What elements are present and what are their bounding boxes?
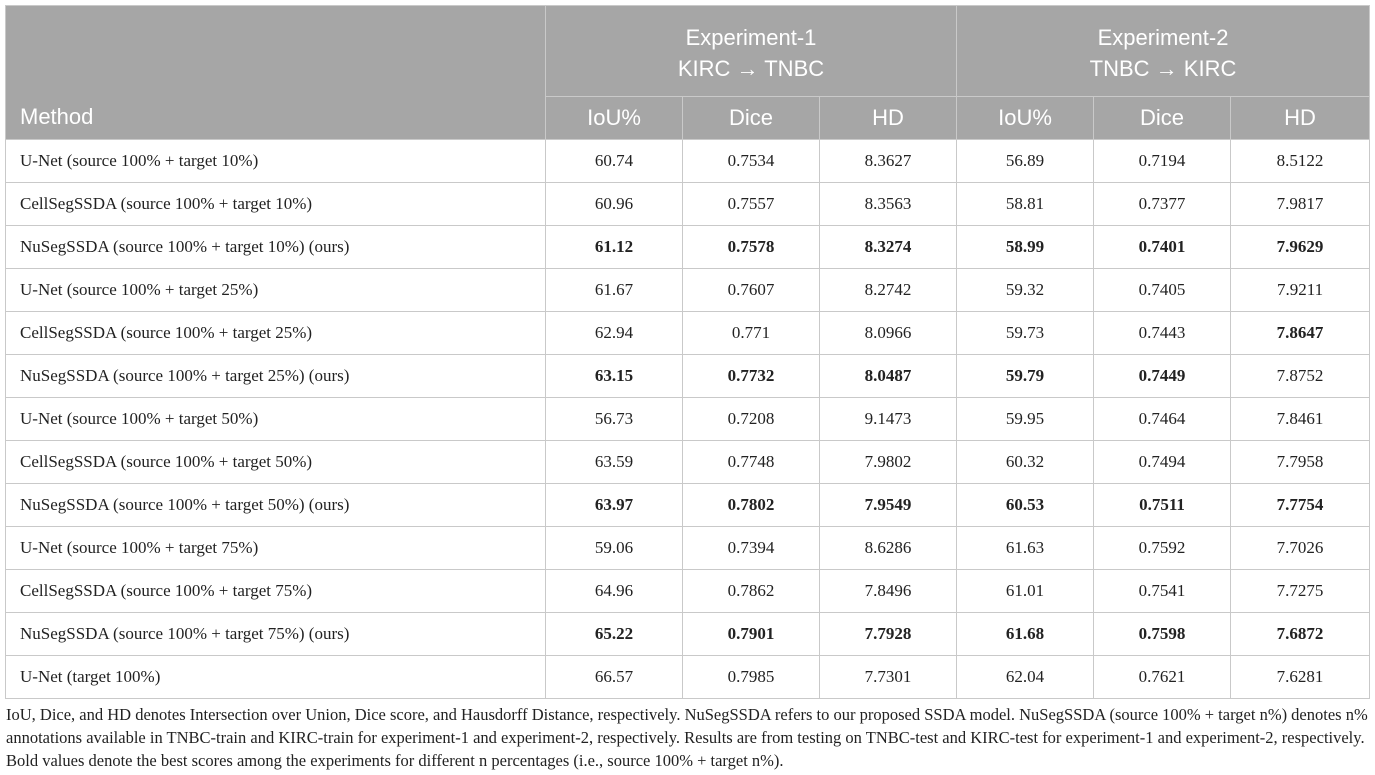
value-cell-exp2-dice: 0.7541 (1094, 570, 1231, 613)
value-cell-exp2-dice: 0.7592 (1094, 527, 1231, 570)
table-row (6, 269, 1370, 312)
value-cell-exp2-hd: 7.9629 (1231, 226, 1370, 269)
value-cell-exp2-hd: 8.5122 (1231, 140, 1370, 183)
header-exp1-dice: Dice (683, 97, 820, 140)
value-cell-exp2-iou: 59.73 (957, 312, 1094, 355)
method-cell: NuSegSSDA (source 100% + target 50%) (ours) (6, 484, 546, 527)
method-cell: U-Net (source 100% + target 75%) (6, 527, 546, 570)
method-cell: NuSegSSDA (source 100% + target 25%) (ours) (6, 355, 546, 398)
results-table-container (5, 5, 1369, 699)
value-cell-exp2-dice: 0.7194 (1094, 140, 1231, 183)
value-cell-exp2-hd: 7.6872 (1231, 613, 1370, 656)
value-cell-exp2-dice: 0.7405 (1094, 269, 1231, 312)
value-cell-exp2-dice: 0.7511 (1094, 484, 1231, 527)
value-cell-exp2-iou: 59.32 (957, 269, 1094, 312)
method-cell: U-Net (source 100% + target 10%) (6, 140, 546, 183)
table-footnote: IoU, Dice, and HD denotes Intersection over Union, Dice score, and Hausdorff Distance, respectively. NuSegSSDA refers to our proposed SSDA model. NuSegSSDA (source 100% + target n%) denotes n% annotations available in TNBC-train and KIRC-train for experiment-1 and experiment-2, respectively. Results are from testing on TNBC-test and KIRC-test for experiment-1 and experiment-2, respectively. Bold values denote the best scores among the experiments for different n percentages (i.e., source 100% + target n%). (6, 705, 1368, 770)
value-cell-exp2-hd: 7.6281 (1231, 656, 1370, 699)
value-cell-exp2-dice: 0.7401 (1094, 226, 1231, 269)
table-row (6, 613, 1370, 656)
value-cell-exp1-dice: 0.7578 (683, 226, 820, 269)
value-cell-exp1-iou: 61.67 (546, 269, 683, 312)
value-cell-exp1-hd: 8.3627 (820, 140, 957, 183)
experiment-2-subtitle: TNBC → KIRC (1089, 56, 1237, 81)
value-cell-exp2-hd: 7.9817 (1231, 183, 1370, 226)
value-cell-exp1-dice: 0.7802 (683, 484, 820, 527)
value-cell-exp1-iou: 62.94 (546, 312, 683, 355)
value-cell-exp1-dice: 0.7557 (683, 183, 820, 226)
table-row (6, 398, 1370, 441)
table-header (6, 6, 1370, 140)
value-cell-exp1-iou: 63.97 (546, 484, 683, 527)
value-cell-exp1-iou: 60.96 (546, 183, 683, 226)
value-cell-exp1-hd: 8.3563 (820, 183, 957, 226)
value-cell-exp2-dice: 0.7377 (1094, 183, 1231, 226)
value-cell-exp2-iou: 62.04 (957, 656, 1094, 699)
method-cell: U-Net (source 100% + target 50%) (6, 398, 546, 441)
value-cell-exp1-iou: 61.12 (546, 226, 683, 269)
value-cell-exp1-hd: 7.9549 (820, 484, 957, 527)
method-cell: NuSegSSDA (source 100% + target 10%) (ours) (6, 226, 546, 269)
value-cell-exp1-iou: 63.15 (546, 355, 683, 398)
value-cell-exp2-dice: 0.7464 (1094, 398, 1231, 441)
table-row (6, 570, 1370, 613)
method-cell: NuSegSSDA (source 100% + target 75%) (ours) (6, 613, 546, 656)
value-cell-exp2-dice: 0.7443 (1094, 312, 1231, 355)
value-cell-exp2-iou: 58.81 (957, 183, 1094, 226)
method-cell: CellSegSSDA (source 100% + target 75%) (6, 570, 546, 613)
value-cell-exp2-hd: 7.9211 (1231, 269, 1370, 312)
value-cell-exp1-hd: 8.6286 (820, 527, 957, 570)
value-cell-exp2-dice: 0.7621 (1094, 656, 1231, 699)
value-cell-exp1-iou: 65.22 (546, 613, 683, 656)
value-cell-exp1-iou: 59.06 (546, 527, 683, 570)
table-row (6, 527, 1370, 570)
value-cell-exp1-hd: 9.1473 (820, 398, 957, 441)
value-cell-exp1-hd: 8.0487 (820, 355, 957, 398)
value-cell-exp1-hd: 7.9802 (820, 441, 957, 484)
value-cell-exp1-iou: 64.96 (546, 570, 683, 613)
header-experiment-2 (957, 6, 1370, 97)
table-row (6, 484, 1370, 527)
value-cell-exp2-iou: 59.95 (957, 398, 1094, 441)
value-cell-exp2-hd: 7.7026 (1231, 527, 1370, 570)
value-cell-exp2-iou: 56.89 (957, 140, 1094, 183)
value-cell-exp1-hd: 8.0966 (820, 312, 957, 355)
method-cell: CellSegSSDA (source 100% + target 10%) (6, 183, 546, 226)
value-cell-exp2-dice: 0.7494 (1094, 441, 1231, 484)
value-cell-exp2-hd: 7.8752 (1231, 355, 1370, 398)
method-cell: CellSegSSDA (source 100% + target 50%) (6, 441, 546, 484)
value-cell-exp1-iou: 60.74 (546, 140, 683, 183)
value-cell-exp1-iou: 63.59 (546, 441, 683, 484)
table-row (6, 140, 1370, 183)
table-row (6, 226, 1370, 269)
value-cell-exp1-dice: 0.7534 (683, 140, 820, 183)
value-cell-exp1-dice: 0.7607 (683, 269, 820, 312)
experiment-1-subtitle: KIRC → TNBC (677, 56, 825, 81)
value-cell-exp2-iou: 60.53 (957, 484, 1094, 527)
table-row (6, 441, 1370, 484)
value-cell-exp2-hd: 7.8647 (1231, 312, 1370, 355)
table-row (6, 656, 1370, 699)
value-cell-exp1-dice: 0.7862 (683, 570, 820, 613)
value-cell-exp2-dice: 0.7449 (1094, 355, 1231, 398)
value-cell-exp1-hd: 8.2742 (820, 269, 957, 312)
header-exp2-iou: IoU% (957, 97, 1094, 140)
value-cell-exp2-iou: 58.99 (957, 226, 1094, 269)
header-method: Method (6, 6, 546, 140)
table-body (6, 140, 1370, 699)
value-cell-exp1-dice: 0.7732 (683, 355, 820, 398)
value-cell-exp1-dice: 0.7208 (683, 398, 820, 441)
method-cell: U-Net (source 100% + target 25%) (6, 269, 546, 312)
value-cell-exp2-iou: 59.79 (957, 355, 1094, 398)
header-exp2-hd: HD (1231, 97, 1370, 140)
method-cell: CellSegSSDA (source 100% + target 25%) (6, 312, 546, 355)
value-cell-exp1-dice: 0.7985 (683, 656, 820, 699)
table-row (6, 355, 1370, 398)
value-cell-exp1-dice: 0.7394 (683, 527, 820, 570)
value-cell-exp1-dice: 0.7748 (683, 441, 820, 484)
value-cell-exp2-hd: 7.7958 (1231, 441, 1370, 484)
table-row (6, 312, 1370, 355)
value-cell-exp1-iou: 56.73 (546, 398, 683, 441)
value-cell-exp2-iou: 61.63 (957, 527, 1094, 570)
value-cell-exp2-hd: 7.7275 (1231, 570, 1370, 613)
header-exp1-iou: IoU% (546, 97, 683, 140)
header-exp1-hd: HD (820, 97, 957, 140)
experiment-2-title: Experiment-2 (1097, 25, 1229, 50)
experiment-1-title: Experiment-1 (685, 25, 817, 50)
value-cell-exp2-iou: 60.32 (957, 441, 1094, 484)
value-cell-exp2-iou: 61.68 (957, 613, 1094, 656)
value-cell-exp2-iou: 61.01 (957, 570, 1094, 613)
header-exp2-dice: Dice (1094, 97, 1231, 140)
value-cell-exp1-hd: 7.7301 (820, 656, 957, 699)
table-row (6, 183, 1370, 226)
value-cell-exp2-hd: 7.8461 (1231, 398, 1370, 441)
value-cell-exp2-dice: 0.7598 (1094, 613, 1231, 656)
value-cell-exp1-hd: 7.7928 (820, 613, 957, 656)
value-cell-exp1-hd: 7.8496 (820, 570, 957, 613)
results-table (5, 5, 1370, 699)
header-experiment-1 (546, 6, 957, 97)
method-cell: U-Net (target 100%) (6, 656, 546, 699)
value-cell-exp1-dice: 0.771 (683, 312, 820, 355)
value-cell-exp1-dice: 0.7901 (683, 613, 820, 656)
value-cell-exp1-iou: 66.57 (546, 656, 683, 699)
header-row-experiments (6, 6, 1370, 97)
value-cell-exp2-hd: 7.7754 (1231, 484, 1370, 527)
value-cell-exp1-hd: 8.3274 (820, 226, 957, 269)
